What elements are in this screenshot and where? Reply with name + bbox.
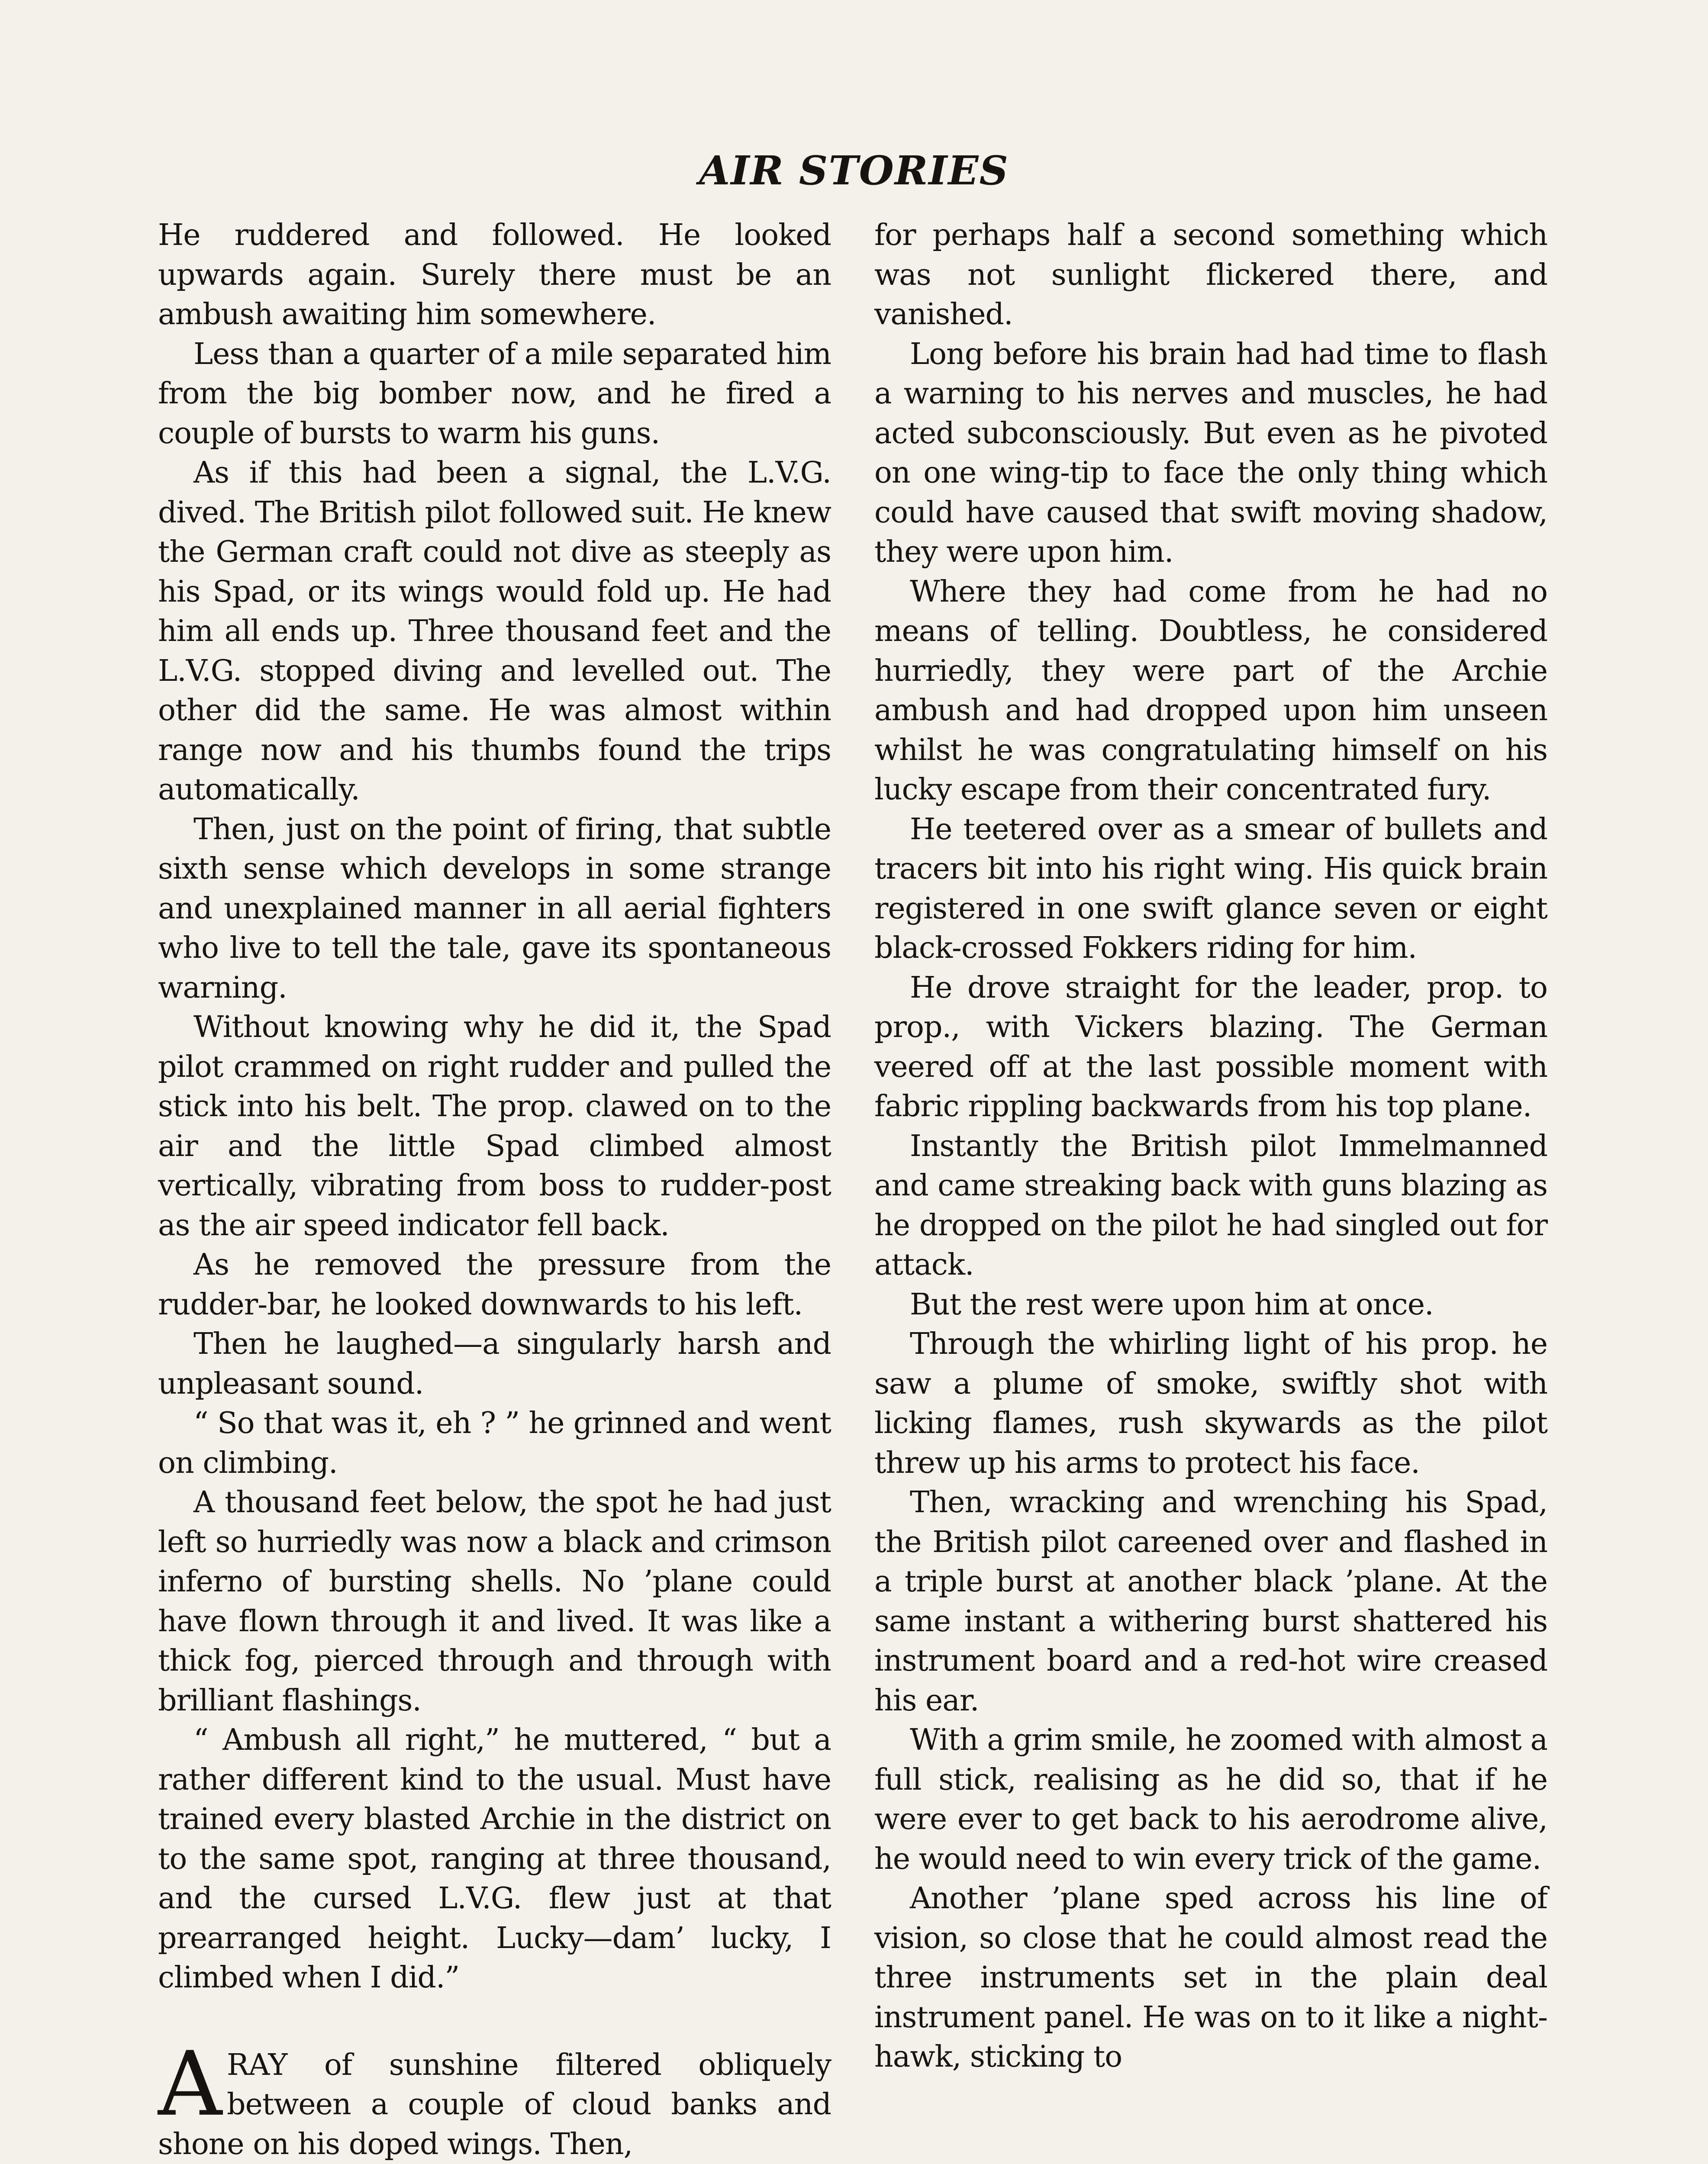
paragraph: “ So that was it, eh ? ” he grinned and went on climbing. <box>158 1406 831 1480</box>
right-column <box>874 216 1547 2077</box>
paragraph: Where they had come from he had no means of telling. Doubtless, he considered hurriedly, they were part of the Archie ambush and had dropped upon him unseen whilst he was congratulating himself on his lucky escape from their concentrated fury. <box>874 574 1547 807</box>
paragraph: Then, wracking and wrenching his Spad, the British pilot careened over and flashed in a triple burst at another black ’plane. At the same instant a withering burst shattered his instrument board and a red-hot wire creased his ear. <box>874 1485 1547 1718</box>
paragraph: Without knowing why he did it, the Spad pilot crammed on right rudder and pulled the stick into his belt. The prop. clawed on to the air and the little Spad climbed almost vertically, vibrating from boss to rudder-post as the air speed indicator fell back. <box>158 1010 831 1243</box>
paragraph: Then, just on the point of firing, that subtle sixth sense which develops in some strange and unexplained manner in all aerial fighters who live to tell the tale, gave its spontaneous warning. <box>158 812 831 1005</box>
paragraph: Instantly the British pilot Immelmanned and came streaking back with guns blazing as he dropped on the pilot he had singled out for attack. <box>874 1129 1547 1282</box>
drop-cap: A <box>158 2032 222 2136</box>
paragraph: He drove straight for the leader, prop. to prop., with Vickers blazing. The German veered off at the last possible moment with fabric rippling backwards from his top plane. <box>874 970 1547 1124</box>
paragraph: Long before his brain had had time to flash a warning to his nerves and muscles, he had acted subconsciously. But even as he pivoted on one wing-tip to face the only thing which could have caused that swift moving shadow, they were upon him. <box>874 337 1547 569</box>
paragraph: With a grim smile, he zoomed with almost a full stick, realising as he did so, that if he were ever to get back to his aerodrome alive, he would need to win every trick of the game. <box>874 1723 1547 1876</box>
section-start-paragraph <box>158 2032 831 2164</box>
paragraph: As he removed the pressure from the rudder-bar, he looked downwards to his left. <box>158 1248 831 1322</box>
paragraph: He teetered over as a smear of bullets and tracers bit into his right wing. His quick brain registered in one swift glance seven or eight black-crossed Fokkers riding for him. <box>874 812 1547 965</box>
paragraph: Another ’plane sped across his line of vision, so close that he could almost read the three instruments set in the plain deal instrument panel. He was on to it like a night-hawk, sticking to <box>874 1881 1547 2074</box>
paragraph: for perhaps half a second something which was not sunlight flickered there, and vanished. <box>874 218 1547 332</box>
paragraph: A thousand feet below, the spot he had just left so hurriedly was now a black and crimson inferno of bursting shells. No ’plane could have flown through it and lived. It was like a thick fog, pierced through and through with brilliant flashings. <box>158 1485 831 1718</box>
paragraph: As if this had been a signal, the L.V.G. dived. The British pilot followed suit. He knew the German craft could not dive as steeply as his Spad, or its wings would fold up. He had him all ends up. Three thousand feet and the L.V.G. stopped diving and levelled out. The other did the same. He was almost within range now and his thumbs found the trips automatically. <box>158 456 831 807</box>
paragraph: But the rest were upon him at once. <box>910 1287 1434 1322</box>
running-header: AIR STORIES <box>699 147 1009 194</box>
paragraph: Then he laughed—a singularly harsh and unpleasant sound. <box>158 1327 831 1401</box>
paragraph: He ruddered and followed. He looked upwards again. Surely there must be an ambush awaiting him somewhere. <box>158 218 831 332</box>
paragraph: “ Ambush all right,” he muttered, “ but a rather different kind to the usual. Must have trained every blasted Archie in the district on to the same spot, ranging at three thousand, and the cursed L.V.G. flew just at that prearranged height. Lucky—dam’ lucky, I climbed when I did.” <box>158 1723 831 1995</box>
paragraph: Through the whirling light of his prop. he saw a plume of smoke, swiftly shot with licking flames, rush skywards as the pilot threw up his arms to protect his face. <box>874 1327 1547 1480</box>
left-column <box>158 216 831 2164</box>
section-first-paragraph-text: RAY of sunshine filtered obliquely between a couple of cloud banks and shone on his doped wings. Then, <box>158 2048 831 2161</box>
paragraph: Less than a quarter of a mile separated him from the big bomber now, and he fired a couple of bursts to warm his guns. <box>158 337 831 451</box>
